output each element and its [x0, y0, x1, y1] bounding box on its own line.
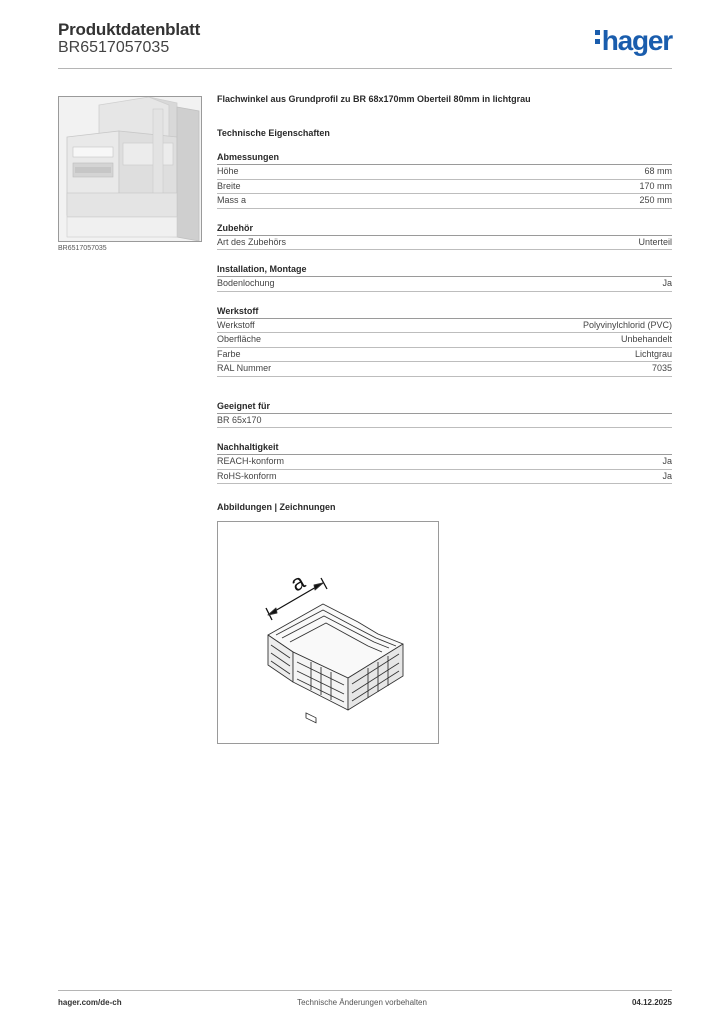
product-description: Flachwinkel aus Grundprofil zu BR 68x170mm Oberteil 80mm in lichtgrau [217, 94, 531, 104]
technical-drawing [217, 521, 439, 744]
section-title: Installation, Montage [217, 264, 672, 277]
footer-website-link[interactable]: hager.com/de-ch [58, 998, 122, 1007]
section-title: Abmessungen [217, 152, 672, 165]
section-title: Werkstoff [217, 306, 672, 319]
row-label: Mass a [217, 195, 247, 205]
section-installation [217, 264, 672, 292]
row-label: REACH-konform [217, 456, 285, 466]
table-row [217, 333, 672, 348]
logo-text: hager [601, 25, 672, 56]
header-divider [58, 68, 672, 69]
table-row [217, 455, 672, 470]
hager-logo [595, 27, 672, 55]
article-number: BR6517057035 [58, 39, 170, 56]
logo-dots-icon [595, 26, 600, 48]
main-content [217, 94, 672, 484]
section-title: Geeignet für [217, 401, 672, 414]
section-title: Zubehör [217, 223, 672, 236]
row-label: Höhe [217, 166, 239, 176]
photo-caption: BR6517057035 [58, 245, 107, 252]
row-value: 170 mm [639, 180, 672, 191]
row-value: Lichtgrau [634, 348, 672, 359]
section-title: Nachhaltigkeit [217, 442, 672, 455]
row-value: Unterteil [638, 236, 672, 247]
section-geeignet-fuer [217, 401, 672, 429]
figures-heading: Abbildungen | Zeichnungen [217, 502, 336, 512]
section-werkstoff [217, 306, 672, 377]
tech-properties-heading: Technische Eigenschaften [217, 128, 330, 138]
row-value: 68 mm [644, 166, 672, 176]
table-row [217, 165, 672, 180]
row-label: Werkstoff [217, 319, 255, 330]
table-row [217, 319, 672, 334]
dimension-label-a: a [286, 568, 310, 597]
footer-notice: Technische Änderungen vorbehalten [297, 998, 427, 1007]
product-photo-image [59, 97, 202, 242]
row-label: Breite [217, 180, 241, 191]
row-value: 250 mm [639, 195, 672, 205]
row-value: Ja [662, 456, 672, 466]
table-row [217, 180, 672, 195]
row-label: Oberfläche [217, 334, 262, 344]
row-label: BR 65x170 [217, 414, 262, 425]
row-value: 7035 [651, 363, 672, 373]
row-value: Ja [662, 278, 672, 288]
row-label: Farbe [217, 348, 241, 359]
table-row [217, 470, 672, 485]
row-value: Unbehandelt [620, 334, 672, 344]
table-row [217, 414, 672, 429]
row-value: Ja [662, 470, 672, 481]
table-row [217, 194, 672, 209]
row-label: RAL Nummer [217, 363, 272, 373]
page-title: Produktdatenblatt [58, 20, 201, 39]
row-value: Polyvinylchlorid (PVC) [582, 319, 672, 330]
table-row [217, 236, 672, 251]
footer-divider [58, 990, 672, 991]
row-label: Art des Zubehörs [217, 236, 287, 247]
table-row [217, 362, 672, 377]
section-zubehoer [217, 223, 672, 251]
table-row [217, 348, 672, 363]
table-row [217, 277, 672, 292]
row-label: Bodenlochung [217, 278, 275, 288]
section-nachhaltigkeit [217, 442, 672, 484]
technical-drawing-image [218, 522, 438, 743]
footer-date: 04.12.2025 [631, 998, 672, 1007]
section-abmessungen [217, 152, 672, 209]
product-photo [58, 96, 202, 242]
row-label: RoHS-konform [217, 470, 277, 481]
